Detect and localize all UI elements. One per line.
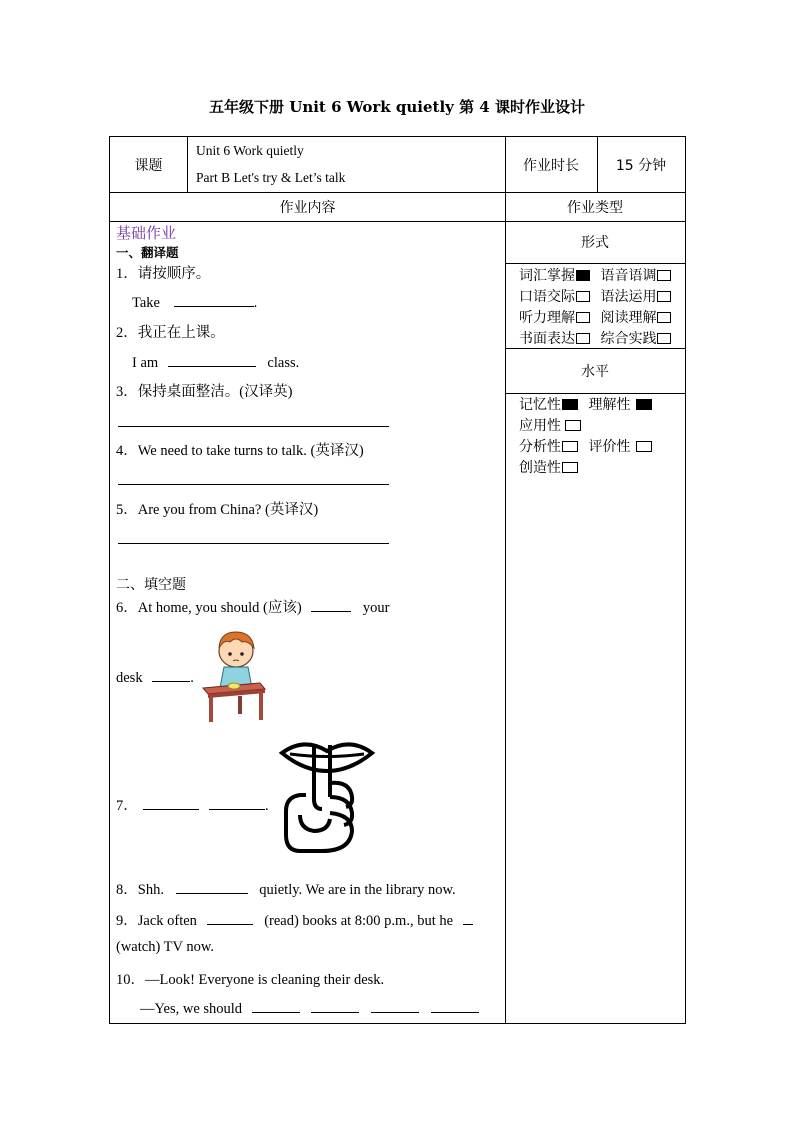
checkbox-icon[interactable]: [657, 312, 671, 323]
form-row-4: [519, 328, 671, 348]
question-9-line-2: (watch) TV now.: [116, 939, 214, 955]
question-9: [116, 909, 473, 930]
lesson-line-2: Part B Let's try & Let’s talk: [196, 170, 346, 185]
q10-blank-1[interactable]: [252, 998, 300, 1013]
question-4: 4．We need to take turns to talk. (英译汉): [116, 443, 364, 459]
question-3: 3．保持桌面整洁。(汉译英): [116, 384, 293, 400]
form-row-3: [519, 307, 671, 327]
form-option-grammar[interactable]: 语法运用: [600, 286, 671, 306]
form-option-writing[interactable]: 书面表达: [519, 328, 590, 348]
part2-title: 二、填空题: [116, 577, 186, 593]
form-option-vocab[interactable]: 词汇掌握: [519, 265, 590, 285]
section-basic: 基础作业: [116, 224, 177, 242]
content-header: 作业内容: [279, 199, 336, 216]
time-value: 15 分钟: [615, 157, 667, 174]
question-10-line-2: [140, 998, 479, 1018]
q4-answer-line[interactable]: [118, 484, 389, 485]
checkbox-icon[interactable]: [636, 441, 652, 452]
form-option-listening[interactable]: 听力理解: [519, 307, 590, 327]
q9-blank-2[interactable]: [463, 910, 473, 925]
quiet-gesture-illustration: [276, 739, 378, 855]
question-6-line-2: [116, 667, 194, 687]
checkbox-icon[interactable]: [657, 333, 671, 344]
lesson-line-1: Unit 6 Work quietly: [196, 143, 304, 158]
level-option-evaluation[interactable]: 评价性: [588, 436, 652, 456]
question-5: 5．Are you from China? (英译汉): [116, 502, 319, 518]
question-7: [116, 794, 269, 815]
q9-prefix: 9．Jack often: [116, 913, 197, 929]
level-row-2: [519, 415, 581, 435]
level-row-4: [519, 457, 578, 477]
level-row-1: [519, 394, 652, 414]
q10-prefix: —Yes, we should: [140, 1001, 243, 1017]
question-2: 2．我正在上课。: [116, 325, 225, 341]
time-label: 作业时长: [523, 157, 579, 174]
checkbox-icon[interactable]: [576, 270, 590, 281]
form-row-1: [519, 265, 671, 285]
q1-prefix: Take: [132, 295, 160, 311]
level-option-analysis[interactable]: 分析性: [519, 436, 578, 456]
question-1: 1．请按顺序。: [116, 266, 211, 282]
level-option-understanding[interactable]: 理解性: [588, 394, 652, 414]
checkbox-icon[interactable]: [657, 291, 671, 302]
q10-blank-3[interactable]: [371, 998, 419, 1013]
level-label: 水平: [581, 363, 609, 380]
q8-blank[interactable]: [176, 879, 248, 894]
checkbox-icon[interactable]: [576, 312, 590, 323]
q9-blank-1[interactable]: [207, 910, 253, 925]
level-option-memory[interactable]: 记忆性: [519, 394, 578, 414]
page-title: 五年级下册 Unit 6 Work quietly 第 4 课时作业设计: [209, 98, 585, 116]
checkbox-icon[interactable]: [576, 333, 590, 344]
q7-suffix: .: [265, 798, 269, 814]
checkbox-icon[interactable]: [636, 399, 652, 410]
divider: [505, 263, 685, 264]
q6-blank-2[interactable]: [152, 667, 190, 682]
q7-blank-1[interactable]: [143, 795, 199, 810]
question-1-answer: [132, 292, 257, 312]
checkbox-icon[interactable]: [565, 420, 581, 431]
checkbox-icon[interactable]: [576, 291, 590, 302]
question-8: [116, 878, 456, 899]
topic-label: 课题: [134, 157, 163, 174]
level-row-3: [519, 436, 652, 456]
form-option-oral[interactable]: 口语交际: [519, 286, 590, 306]
q2-blank[interactable]: [168, 352, 256, 367]
q6-line2-suffix: .: [190, 670, 194, 686]
q6-blank-1[interactable]: [311, 597, 351, 612]
form-option-pronunciation[interactable]: 语音语调: [600, 265, 671, 285]
question-6: [116, 596, 390, 617]
divider: [187, 137, 188, 192]
question-2-answer: [132, 352, 299, 372]
type-header: 作业类型: [567, 199, 623, 216]
q10-blank-4[interactable]: [431, 998, 479, 1013]
q5-answer-line[interactable]: [118, 543, 389, 544]
q8-suffix: quietly. We are in the library now.: [259, 882, 456, 898]
level-option-creation[interactable]: 创造性: [519, 457, 578, 477]
q6-suffix: your: [362, 600, 390, 616]
q3-answer-line[interactable]: [118, 426, 389, 427]
form-option-practice[interactable]: 综合实践: [600, 328, 671, 348]
checkbox-icon[interactable]: [562, 462, 578, 473]
q6-line2-prefix: desk: [116, 670, 143, 686]
q8-prefix: 8．Shh.: [116, 882, 164, 898]
q1-blank[interactable]: [174, 292, 254, 307]
divider: [505, 137, 506, 1024]
level-option-application[interactable]: 应用性: [519, 415, 581, 435]
checkbox-icon[interactable]: [562, 441, 578, 452]
question-10: 10．—Look! Everyone is cleaning their desk.: [116, 972, 385, 988]
part1-title: 一、翻译题: [116, 245, 179, 260]
boy-cleaning-desk-illustration: [198, 626, 270, 726]
q7-blank-2[interactable]: [209, 795, 265, 810]
form-label: 形式: [581, 235, 609, 251]
form-row-2: [519, 286, 671, 306]
q7-prefix: 7．: [116, 798, 138, 814]
checkbox-icon[interactable]: [562, 399, 578, 410]
checkbox-icon[interactable]: [657, 270, 671, 281]
q1-suffix: .: [253, 295, 258, 311]
homework-table: [109, 136, 686, 1024]
q10-blank-2[interactable]: [311, 998, 359, 1013]
q2-prefix: I am: [132, 355, 159, 371]
q9-middle: (read) books at 8:00 p.m., but he: [264, 913, 454, 929]
q2-suffix: class.: [267, 355, 300, 371]
lesson-title: [196, 137, 506, 192]
form-option-reading[interactable]: 阅读理解: [600, 307, 671, 327]
q6-prefix: 6．At home, you should (应该): [116, 600, 302, 616]
